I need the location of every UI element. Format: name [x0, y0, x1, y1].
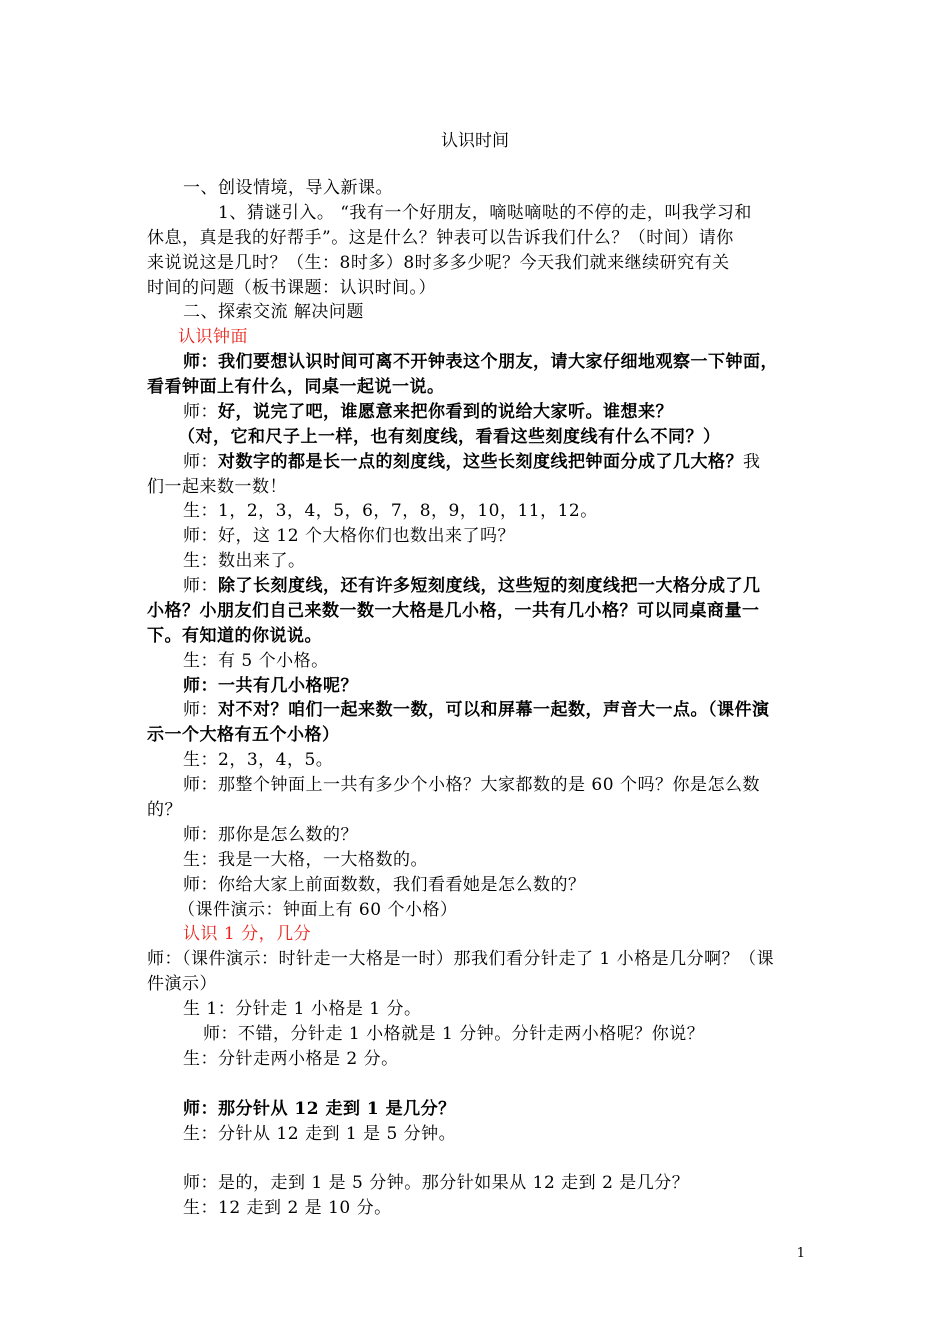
- dialogue-line: 师：好，这 12 个大格你们也数出来了吗？: [183, 526, 515, 546]
- paragraph-line: 来说说这是几时？（生：8时多）8时多多少呢？今天我们就来继续研究有关: [147, 253, 730, 273]
- subsection-heading: 认识钟面: [178, 327, 248, 347]
- dialogue-line: 师：你给大家上前面数数，我们看看她是怎么数的？: [183, 875, 586, 895]
- dialogue-line: [183, 698, 770, 722]
- dialogue-line: 生：分针从 12 走到 1 是 5 分钟。: [183, 1124, 457, 1144]
- section-heading: 二、探索交流 解决问题: [183, 302, 364, 322]
- dialogue-line: 师：那你是怎么数的？: [183, 825, 358, 845]
- dialogue-line: 小格？小朋友们自己来数一数一大格是几小格，一共有几小格？可以同桌商量一: [147, 601, 760, 621]
- dialogue-line: 下。有知道的你说说。: [147, 626, 322, 646]
- speaker-label: 师：: [183, 402, 218, 422]
- dialogue-line: 生：1，2，3，4，5，6，7，8，9，10，11，12。: [183, 501, 598, 521]
- page-number: 1: [796, 1246, 805, 1261]
- dialogue-line: 生 1：分针走 1 小格是 1 分。: [183, 999, 422, 1019]
- dialogue-text: 对不对？咱们一起来数一数，可以和屏幕一起数，声音大一点。（课件演: [218, 700, 770, 720]
- section-heading: 一、创设情境，导入新课。: [183, 178, 393, 198]
- dialogue-line: 生：我是一大格，一大格数的。: [183, 850, 428, 870]
- dialogue-line: 生：12 走到 2 是 10 分。: [183, 1198, 392, 1218]
- dialogue-line: 看看钟面上有什么，同桌一起说一说。: [147, 377, 445, 397]
- dialogue-line: 师：那整个钟面上一共有多少个小格？大家都数的是 60 个吗？你是怎么数: [183, 775, 760, 795]
- paragraph-line: 1、猜谜引入。 “我有一个好朋友，嘀哒嘀哒的不停的走，叫我学习和: [218, 203, 752, 223]
- dialogue-line: [183, 574, 761, 598]
- dialogue-text: 除了长刻度线，还有许多短刻度线，这些短的刻度线把一大格分成了几: [218, 576, 761, 596]
- dialogue-line: 生：有 5 个小格。: [183, 651, 329, 671]
- dialogue-text: 我: [743, 452, 761, 472]
- subsection-heading: 认识 1 分，几分: [183, 924, 312, 944]
- dialogue-line: [183, 450, 761, 474]
- dialogue-line: [183, 400, 673, 424]
- dialogue-line: 师：（课件演示：时针走一大格是一时）那我们看分针走了 1 小格是几分啊？（课: [147, 949, 775, 969]
- dialogue-line: 师：那分针从 12 走到 1 是几分？: [183, 1099, 456, 1119]
- dialogue-line: （课件演示：钟面上有 60 个小格）: [178, 900, 458, 920]
- paragraph-line: 时间的问题（板书课题：认识时间。）: [147, 278, 436, 298]
- dialogue-line: 生：数出来了。: [183, 551, 306, 571]
- dialogue-line: 件演示）: [147, 974, 217, 994]
- dialogue-line: 们一起来数一数！: [147, 477, 287, 497]
- dialogue-line: 生：2，3，4，5。: [183, 750, 334, 770]
- document-title: 认识时间: [441, 131, 509, 151]
- paragraph-line: 休息，真是我的好帮手”。这是什么？钟表可以告诉我们什么？（时间）请你: [147, 228, 734, 248]
- dialogue-line: 师：我们要想认识时间可离不开钟表这个朋友，请大家仔细地观察一下钟面，: [183, 352, 778, 372]
- speaker-label: 师：: [183, 576, 218, 596]
- dialogue-text: 对数字的都是长一点的刻度线，这些长刻度线把钟面分成了几大格？: [218, 452, 743, 472]
- dialogue-line: 师：不错，分针走 1 小格就是 1 分钟。分针走两小格呢？你说？: [203, 1024, 705, 1044]
- dialogue-line: 的？: [147, 800, 182, 820]
- dialogue-line: 示一个大格有五个小格）: [147, 725, 340, 745]
- dialogue-line: 师：一共有几小格呢？: [183, 676, 358, 696]
- speaker-label: 师：: [183, 700, 218, 720]
- speaker-label: 师：: [183, 452, 218, 472]
- dialogue-line: 师：是的，走到 1 是 5 分钟。那分针如果从 12 走到 2 是几分？: [183, 1173, 690, 1193]
- dialogue-line: 生：分针走两小格是 2 分。: [183, 1049, 399, 1069]
- dialogue-line: （对，它和尺子上一样，也有刻度线，看看这些刻度线有什么不同？）: [178, 427, 721, 447]
- dialogue-text: 好，说完了吧，谁愿意来把你看到的说给大家听。谁想来？: [218, 402, 673, 422]
